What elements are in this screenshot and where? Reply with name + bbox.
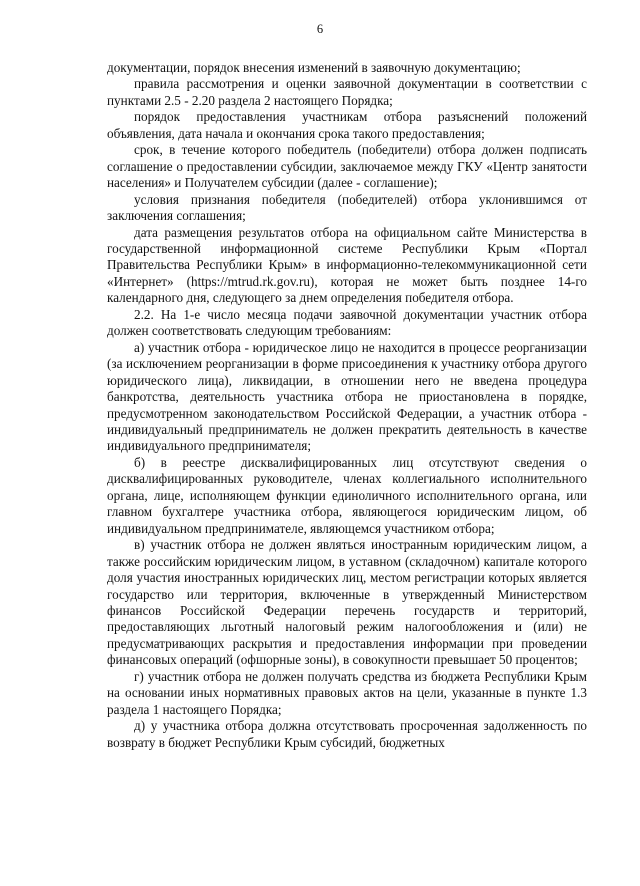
paragraph: а) участник отбора - юридическое лицо не находится в процессе реорганизации (за исключением реорганизации в форме присоединения к участнику отбора другого юридического лица), ликвидации, в отношении него не введена процедура банкротства, деятельность участника отбора не приостановлена в порядке, предусмотренном законодательством Российской Федерации, а участник отбора - индивидуальный предприниматель не должен прекратить деятельность в качестве индивидуального предпринимателя;	[107, 339, 587, 454]
document-body	[107, 60, 587, 751]
paragraph: условия признания победителя (победителей) отбора уклонившимся от заключения соглашения;	[107, 191, 587, 224]
paragraph: б) в реестре дисквалифицированных лиц отсутствуют сведения о дисквалифицированных руководителе, членах коллегиального исполнительного органа, лице, исполняющем функции единоличного исполнительного органа, или главном бухгалтере участника отбора, являющегося юридическим лицом, об индивидуальном предпринимателе, являющемся участником отбора;	[107, 454, 587, 536]
paragraph: г) участник отбора не должен получать средства из бюджета Республики Крым на основании иных нормативных правовых актов на цели, указанные в пункте 1.3 раздела 1 настоящего Порядка;	[107, 668, 587, 717]
paragraph: правила рассмотрения и оценки заявочной документации в соответствии с пунктами 2.5 - 2.20 раздела 2 настоящего Порядка;	[107, 76, 587, 108]
paragraph: документации, порядок внесения изменений в заявочную документацию;	[107, 60, 521, 75]
paragraph: порядок предоставления участникам отбора разъяснений положений объявления, дата начала и окончания срока такого предоставления;	[107, 109, 587, 141]
paragraph: в) участник отбора не должен являться иностранным юридическим лицом, а также российским юридическим лицом, в уставном (складочном) капитале которого доля участия иностранных юридических лиц, местом регистрации которых является государство или территория, включенные в утвержденный Министерством финансов Российской Федерации перечень государств и территорий, предоставляющих льготный налоговый режим налогообложения и (или) не предусматривающих раскрытия и предоставления информации при проведении финансовых операций (офшорные зоны), в совокупности превышает 50 процентов;	[107, 537, 587, 668]
paragraph: д) у участника отбора должна отсутствовать просроченная задолженность по возврату в бюджет Республики Крым субсидий, бюджетных	[107, 718, 587, 750]
paragraph: срок, в течение которого победитель (победители) отбора должен подписать соглашение о предоставлении субсидии, заключаемое между ГКУ «Центр занятости населения» и Получателем субсидии (далее - соглашение);	[107, 142, 587, 191]
paragraph: 2.2. На 1-е число месяца подачи заявочной документации участник отбора должен соответствовать следующим требованиям:	[107, 306, 587, 339]
page-number: 6	[316, 22, 324, 36]
paragraph: дата размещения результатов отбора на официальном сайте Министерства в государственной информационной системе Республики Крым «Портал Правительства Республики Крым» в информационно-телекоммуникационной сети «Интернет» (https://mtrud.rk.gov.ru), которая не может быть позднее 14-го календарного дня, следующего за днем определения победителя отбора.	[107, 224, 587, 306]
